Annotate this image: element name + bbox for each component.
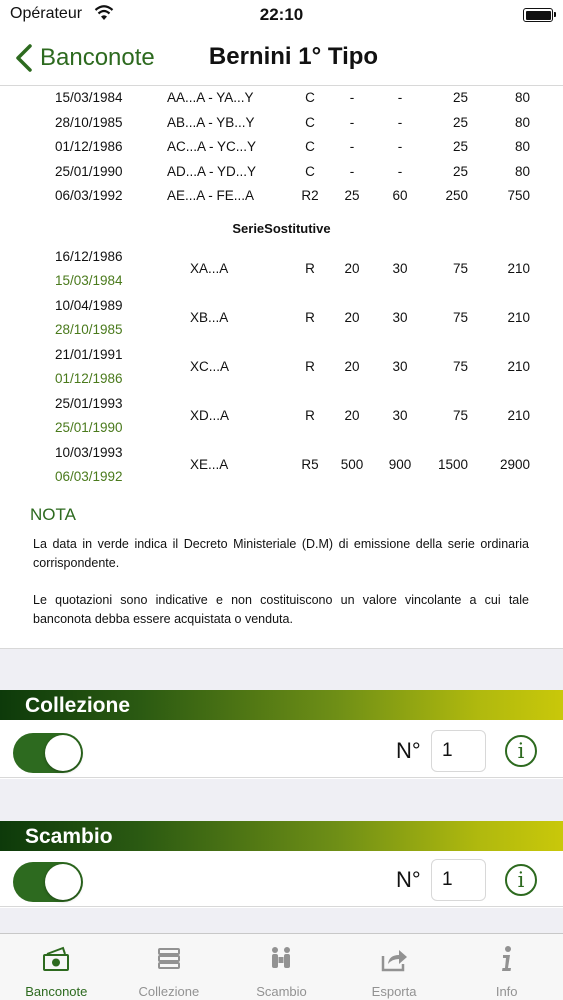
page-title: Bernini 1° Tipo (208, 43, 379, 70)
cell-v1: - (349, 114, 355, 130)
issue-date: 25/01/1990 (55, 163, 123, 179)
cell-series: XD...A (190, 407, 230, 423)
cell-v4: 80 (514, 139, 530, 154)
cell-rarity: C (305, 114, 315, 130)
cell-rarity: C (305, 139, 315, 154)
note-title: NOTA (30, 505, 76, 524)
cell-rarity: C (305, 163, 315, 179)
cell-v2: 60 (392, 188, 408, 203)
cell-rarity: R (305, 309, 315, 325)
status-bar (0, 0, 563, 30)
tab-label: Esporta (371, 984, 417, 999)
decree-date: 01/12/1986 (55, 370, 123, 386)
cell-v3: 75 (452, 309, 468, 325)
cell-v3: 75 (452, 358, 468, 374)
substitutive-row (0, 393, 563, 442)
scambio-quantity-input[interactable]: 1 (431, 859, 486, 901)
cell-rarity: C (305, 90, 315, 105)
cell-v2: 30 (392, 407, 408, 423)
substitutive-row (0, 295, 563, 344)
issue-date: 06/03/1992 (55, 188, 123, 203)
cell-series: XE...A (190, 456, 229, 472)
substitutive-row (0, 246, 563, 295)
decree-date: 06/03/1992 (55, 468, 123, 484)
cell-v3: 75 (452, 260, 468, 276)
collezione-quantity-input[interactable]: 1 (431, 730, 486, 772)
substitutive-series-title: SerieSostitutive (232, 220, 331, 236)
scambio-n-label: N° (396, 867, 421, 892)
cell-series: AB...A - YB...Y (167, 114, 255, 130)
cell-v4: 750 (507, 188, 530, 203)
cell-v3: 250 (445, 188, 468, 203)
carrier-label: Opérateur (10, 5, 83, 22)
toggle-knob (45, 735, 81, 771)
issue-date: 01/12/1986 (55, 139, 123, 154)
cell-v2: - (397, 163, 403, 179)
issue-date: 10/04/1989 (55, 297, 123, 313)
substitutive-row (0, 344, 563, 393)
clock: 22:10 (259, 5, 304, 24)
battery-icon (523, 8, 553, 22)
navigation-bar (0, 30, 563, 86)
decree-date: 15/03/1984 (55, 272, 123, 288)
cell-v3: 25 (452, 90, 468, 105)
cell-rarity: R (305, 260, 315, 276)
decree-date: 25/01/1990 (55, 419, 123, 435)
substitutive-row (0, 442, 563, 491)
issue-date: 25/01/1993 (55, 395, 123, 411)
issue-date: 28/10/1985 (55, 114, 123, 130)
cell-series: AD...A - YD...Y (167, 163, 257, 179)
cell-v1: 25 (344, 188, 360, 203)
decree-date: 28/10/1985 (55, 321, 123, 337)
tab-label: Scambio (256, 984, 307, 999)
note-section (0, 505, 563, 629)
collezione-toggle[interactable] (13, 733, 83, 773)
issue-date: 10/03/1993 (55, 444, 123, 460)
collezione-header (0, 690, 563, 720)
table-row (0, 112, 563, 137)
cell-v4: 80 (514, 114, 530, 130)
issue-date: 21/01/1991 (55, 346, 123, 362)
cell-v1: 20 (344, 309, 360, 325)
tab-bar (0, 933, 563, 1000)
cell-v2: 30 (392, 260, 408, 276)
cell-v1: 500 (340, 456, 364, 472)
tab-info[interactable] (450, 934, 563, 1000)
stack-icon (154, 944, 184, 974)
cell-series: AC...A - YC...Y (167, 139, 257, 154)
share-icon (379, 944, 409, 974)
cell-v4: 2900 (499, 456, 530, 472)
tab-label: Info (495, 984, 518, 999)
issue-date: 16/12/1986 (55, 248, 123, 264)
table-row (0, 136, 563, 161)
cell-v2: - (397, 90, 403, 105)
table-row (0, 185, 563, 210)
tab-label: Collezione (138, 984, 200, 999)
section-gap (0, 779, 563, 821)
cell-v2: - (397, 139, 403, 154)
collezione-info-icon[interactable]: i (505, 735, 537, 767)
tab-label: Banconote (25, 984, 88, 999)
cell-rarity: R5 (301, 456, 319, 472)
cell-v1: - (349, 139, 355, 154)
info-icon (492, 944, 522, 974)
cell-rarity: R (305, 407, 315, 423)
cell-v4: 80 (514, 90, 530, 105)
cell-v4: 210 (507, 358, 530, 374)
cell-v3: 25 (452, 139, 468, 154)
section-gap (0, 908, 563, 933)
cell-rarity: R2 (301, 188, 319, 203)
cell-v2: 30 (392, 309, 408, 325)
note-paragraph-decree: La data in verde indica il Decreto Ministeriale (D.M) di emissione della serie ordinaria corrispondente. (33, 537, 529, 570)
scambio-toggle[interactable] (13, 862, 83, 902)
cell-v1: 20 (344, 358, 360, 374)
cell-v3: 25 (452, 163, 468, 179)
scambio-header (0, 821, 563, 851)
cell-v4: 210 (507, 260, 530, 276)
cell-v1: 20 (344, 260, 360, 276)
cell-v3: 1500 (437, 456, 468, 472)
note-paragraph-quotes: Le quotazioni sono indicative e non costituiscono un valore vincolante a cui tale banconota debba essere acquistata o venduta. (33, 593, 529, 626)
tab-banconote[interactable] (0, 934, 113, 1000)
scambio-info-icon[interactable]: i (505, 864, 537, 896)
banknote-icon (41, 944, 71, 974)
cell-v2: 30 (392, 358, 408, 374)
collezione-n-label: N° (396, 738, 421, 763)
cell-v1: - (349, 90, 355, 105)
cell-v1: 20 (344, 407, 360, 423)
cell-series: XC...A (190, 358, 230, 374)
table-row (0, 87, 563, 112)
section-gap (0, 649, 563, 690)
issue-date: 15/03/1984 (55, 90, 123, 105)
cell-v3: 75 (452, 407, 468, 423)
banknote-table (0, 87, 563, 491)
scambio-label: Scambio (25, 825, 113, 848)
cell-series: XB...A (190, 309, 229, 325)
tab-esporta[interactable] (338, 934, 451, 1000)
tab-collezione[interactable] (113, 934, 226, 1000)
cell-v2: 900 (388, 456, 412, 472)
cell-series: XA...A (190, 260, 229, 276)
cell-v4: 210 (507, 407, 530, 423)
cell-v3: 25 (452, 114, 468, 130)
cell-v4: 210 (507, 309, 530, 325)
table-row (0, 161, 563, 186)
cell-series: AE...A - FE...A (167, 188, 255, 203)
cell-v1: - (349, 163, 355, 179)
collezione-label: Collezione (25, 694, 131, 717)
toggle-knob (45, 864, 81, 900)
cell-v2: - (397, 114, 403, 130)
cell-series: AA...A - YA...Y (167, 90, 254, 105)
collezione-controls (0, 728, 563, 778)
scambio-controls (0, 857, 563, 907)
cell-v4: 80 (514, 163, 530, 179)
tab-scambio[interactable] (225, 934, 338, 1000)
cell-rarity: R (305, 358, 315, 374)
exchange-icon (266, 944, 296, 974)
back-label: Banconote (40, 44, 155, 71)
